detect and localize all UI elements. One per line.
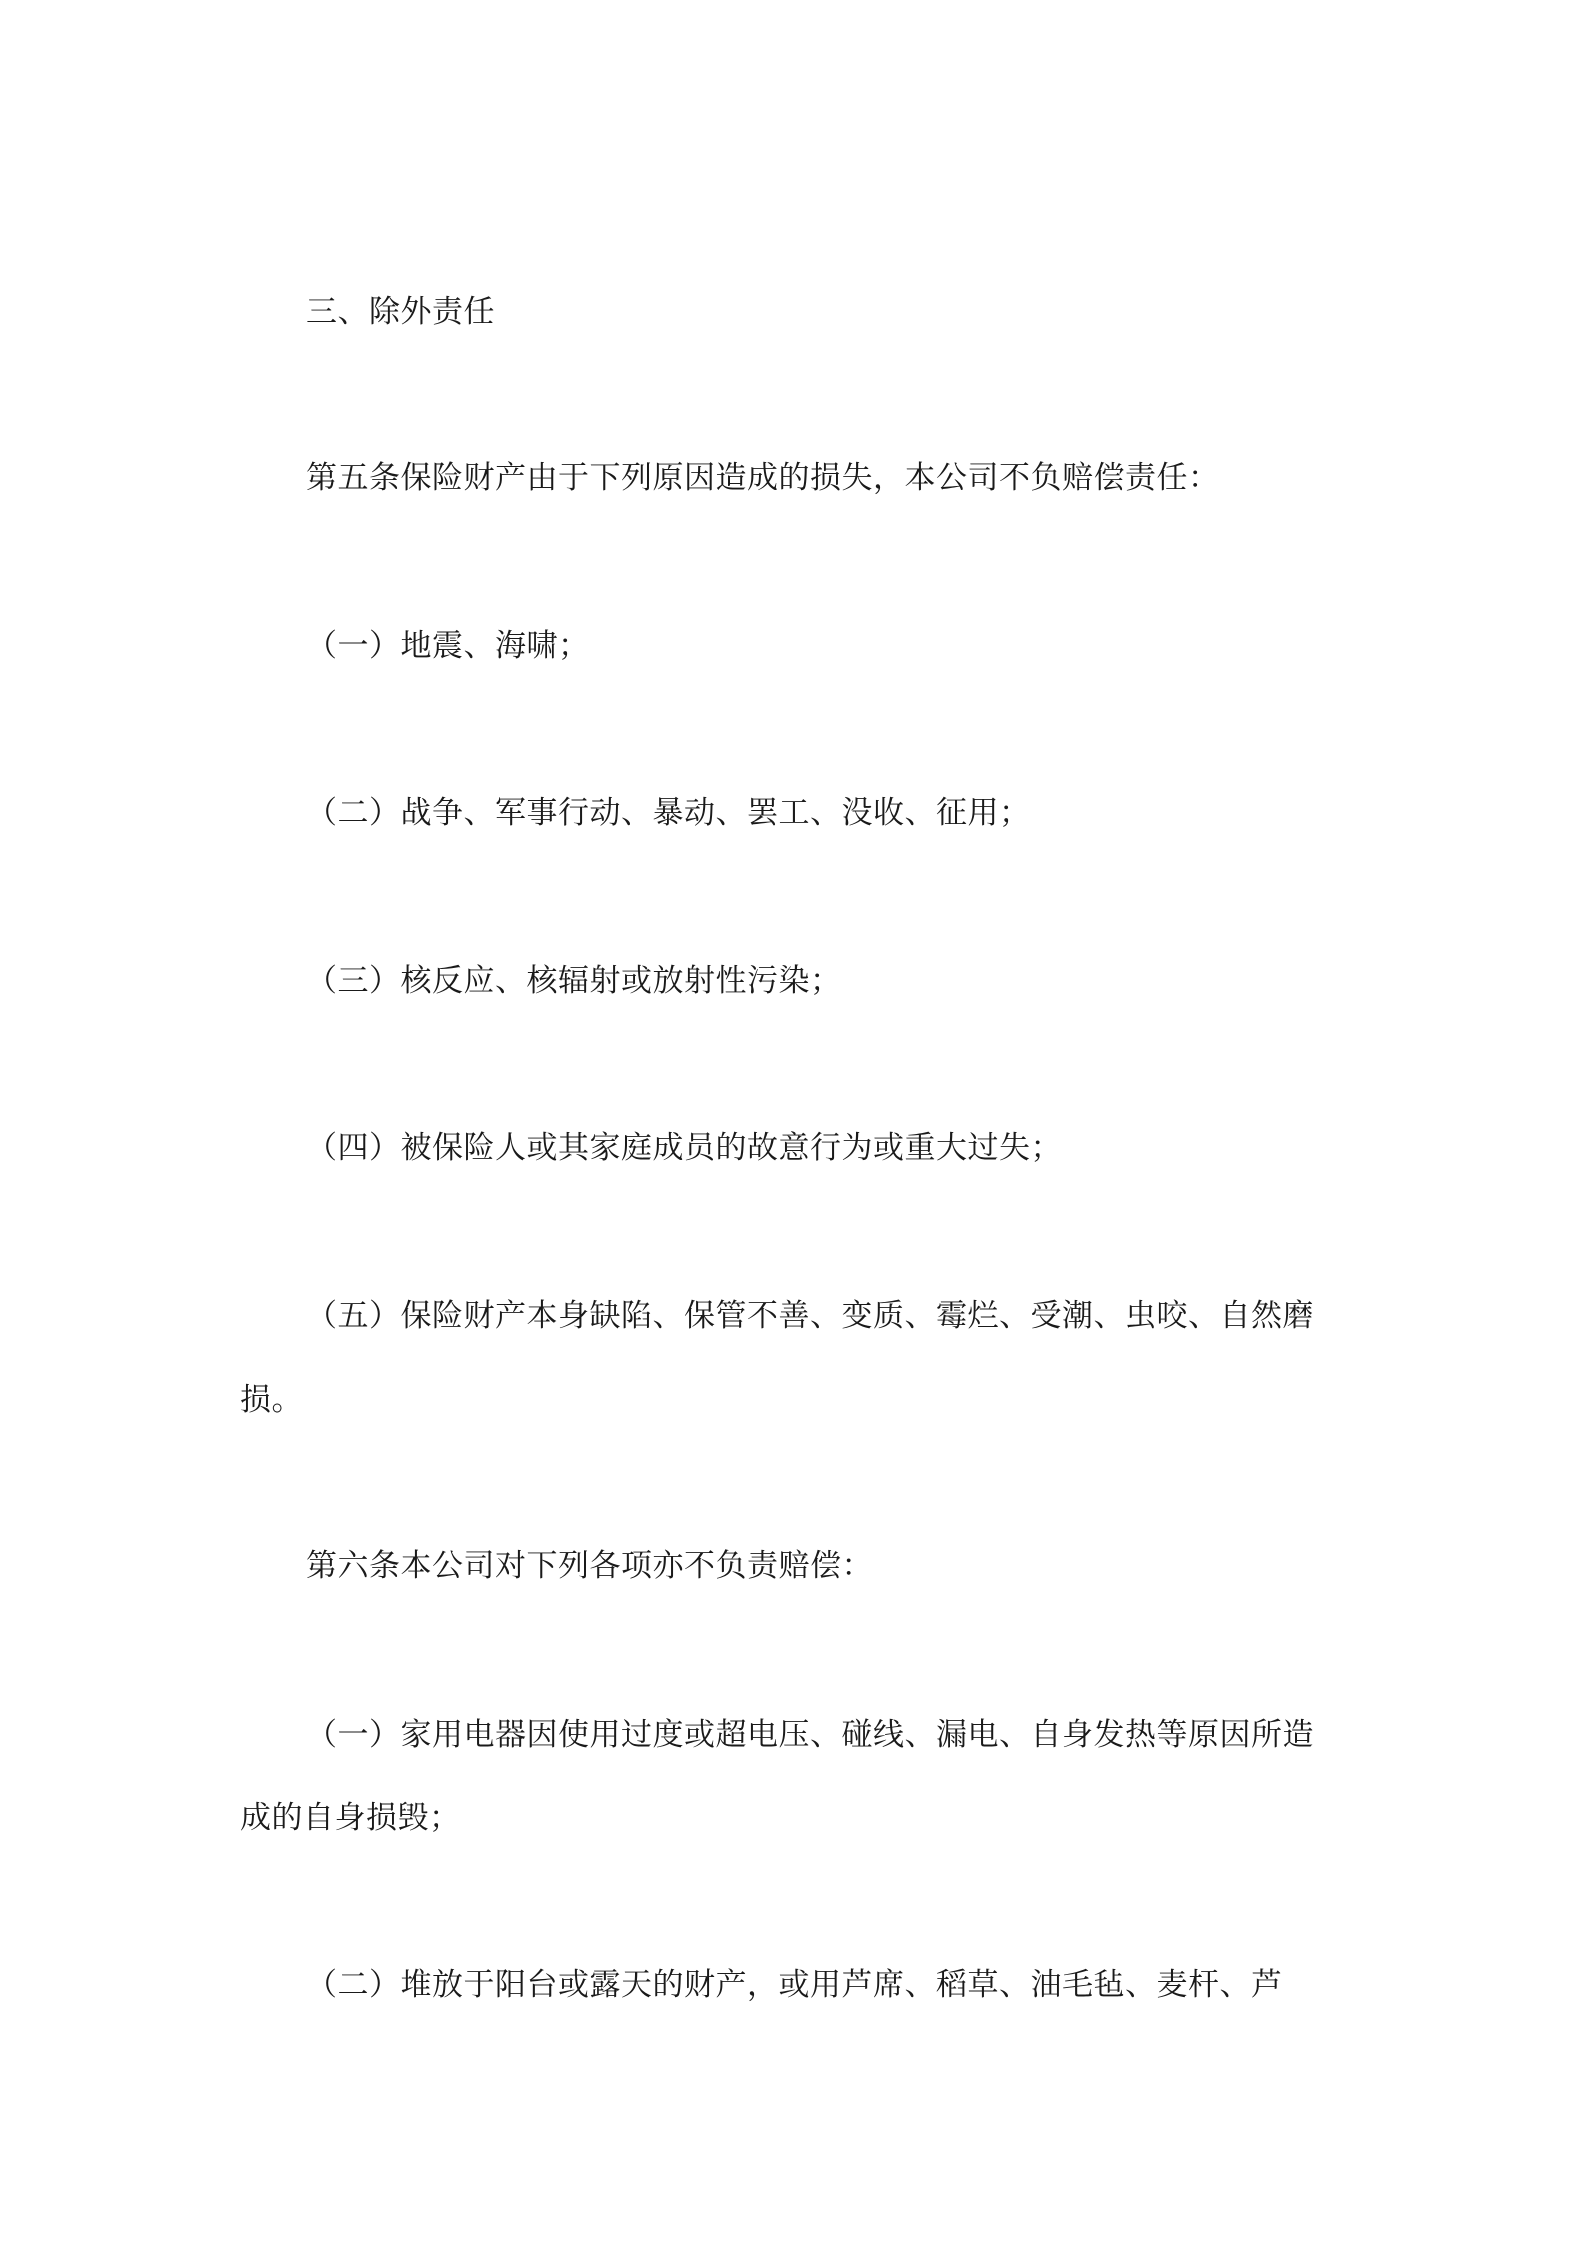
section-heading: 三、除外责任 [306,294,495,330]
article-5-item-1: （一）地震、海啸； [306,628,590,664]
article-6-item-1: （一）家用电器因使用过度或超电压、碰线、漏电、自身发热等原因所造 [306,1717,1314,1753]
article-5-item-4: （四）被保险人或其家庭成员的故意行为或重大过失； [306,1130,1062,1166]
article-6-item-1-continued: 成的自身损毁； [240,1800,461,1836]
article-6-intro: 第六条本公司对下列各项亦不负责赔偿： [306,1548,873,1584]
article-5-item-5: （五）保险财产本身缺陷、保管不善、变质、霉烂、受潮、虫咬、自然磨 [306,1298,1314,1334]
article-5-item-2: （二）战争、军事行动、暴动、罢工、没收、征用； [306,795,1031,831]
article-6-item-2: （二）堆放于阳台或露天的财产，或用芦席、稻草、油毛毡、麦杆、芦 [306,1967,1283,2003]
article-5-item-5-continued: 损。 [240,1382,303,1418]
article-5-intro: 第五条保险财产由于下列原因造成的损失，本公司不负赔偿责任： [306,460,1220,496]
article-5-item-3: （三）核反应、核辐射或放射性污染； [306,963,842,999]
